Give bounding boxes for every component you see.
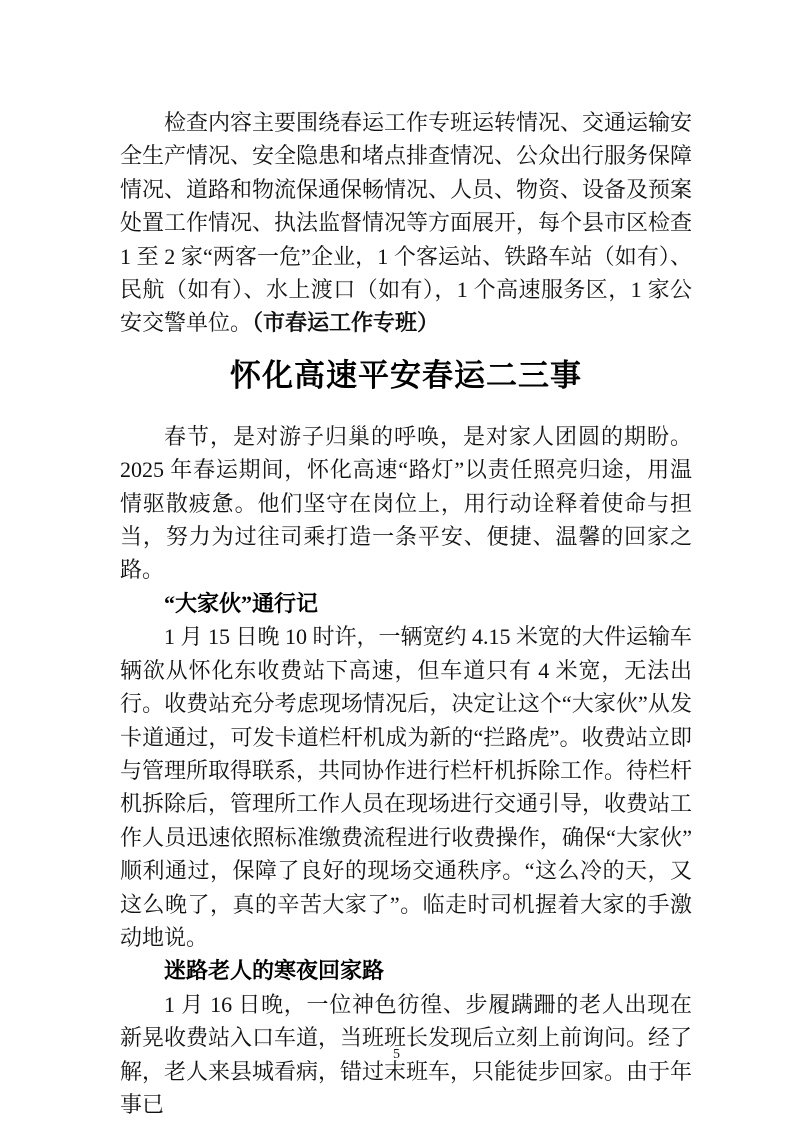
intro-paragraph-text: 检查内容主要围绕春运工作专班运转情况、交通运输安全生产情况、安全隐患和堵点排查情况、公众出行服务保障情况、道路和物流保通保畅情况、人员、物资、设备及预案处置工作情况、执法监督情况等方面展开，每个县市区检查 1 至 2 家“两客一危”企业，1 个客运站、铁路车站（如有）、民航（如有）、水上渡口（如有），1 个高速服务区，1 家公安交警单位。 <box>120 110 693 336</box>
page-number: 5 <box>393 1047 400 1062</box>
article-lead-paragraph: 春节，是对游子归巢的呼唤，是对家人团圆的期盼。2025 年春运期间，怀化高速“路灯”以责任照亮归途，用温情驱散疲惫。他们坚守在岗位上，用行动诠释着使命与担当，努力为过往司乘打造一条平安、便捷、温馨的回家之路。 <box>120 423 692 583</box>
section-body-big-guy-passage: 1 月 15 日晚 10 时许，一辆宽约 4.15 米宽的大件运输车辆欲从怀化东收费站下高速，但车道只有 4 米宽，无法出行。收费站充分考虑现场情况后，决定让这个“大家伙”从发卡道通过，可发卡道栏杆机成为新的“拦路虎”。收费站立即与管理所取得联系，共同协作进行栏杆机拆除工作。待栏杆机拆除后，管理所工作人员在现场进行交通引导，收费站工作人员迅速依照标准缴费流程进行收费操作，确保“大家伙”顺利通过，保障了良好的现场交通秩序。“这么冷的天，又这么晚了，真的辛苦大家了”。临走时司机握着大家的手激动地说。 <box>120 624 693 950</box>
section-body-lost-elder: 1 月 16 日晚，一位神色彷徨、步履蹒跚的老人出现在新晃收费站入口车道，当班班长发现后立刻上前询问。经了解，老人来县城看病，错过末班车，只能徒步回家。由于年事已 <box>120 991 693 1117</box>
article-title: 怀化高速平安春运二三事 <box>230 357 582 393</box>
intro-paragraph <box>120 106 692 340</box>
section-heading-lost-elder: 迷路老人的寒夜回家路 <box>164 958 385 984</box>
section-heading-big-guy-passage: “大家伙”通行记 <box>164 590 319 616</box>
intro-attribution: （市春运工作专班） <box>252 310 440 336</box>
